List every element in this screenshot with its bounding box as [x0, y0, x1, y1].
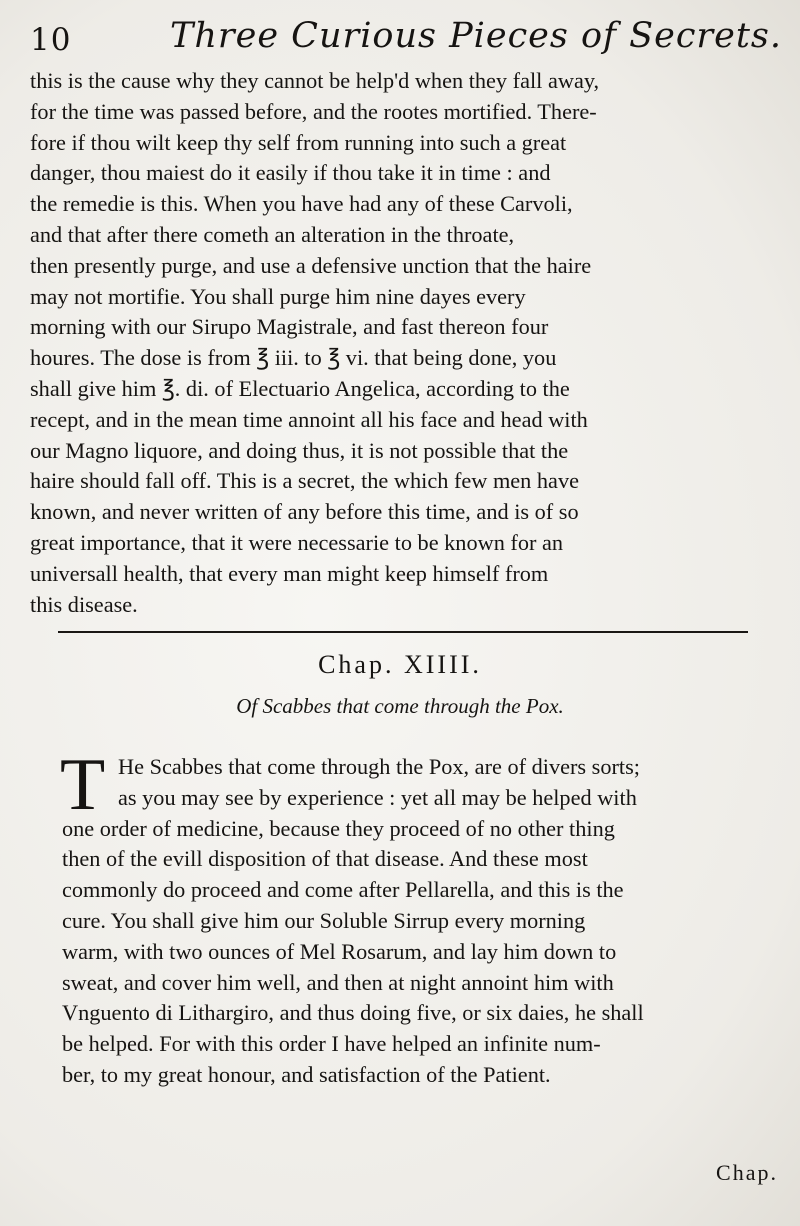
- text-line: this disease.: [30, 591, 138, 617]
- text-line: houres. The dose is from ℥ iii. to ℥ vi. that being done, you: [30, 345, 557, 371]
- text-line: recept, and in the mean time annoint all his face and head with: [30, 406, 588, 432]
- section-divider: [58, 631, 748, 633]
- text-line: then of the evill disposition of that disease. And these most: [62, 846, 588, 872]
- text-line: great importance, that it were necessarie to be known for an: [30, 529, 564, 555]
- text-line: for the time was passed before, and the rootes mortified. There-: [30, 98, 597, 124]
- text-line: be helped. For with this order I have helped an infinite num-: [62, 1031, 601, 1057]
- chapter-title: Of Scabbes that come through the Pox.: [236, 694, 564, 718]
- catchword: Chap.: [716, 1160, 778, 1185]
- drop-cap: T: [60, 744, 106, 826]
- text-line: this is the cause why they cannot be help'd when they fall away,: [30, 68, 600, 93]
- text-line: Vnguento di Lithargiro, and thus doing five, or six daies, he shall: [62, 1000, 644, 1026]
- text-line: ber, to my great honour, and satisfaction of the Patient.: [62, 1061, 551, 1087]
- text-line: and that after there cometh an alteration in the throate,: [30, 221, 515, 247]
- text-line: known, and never written of any before this time, and is of so: [30, 499, 579, 525]
- text-line: universall health, that every man might keep himself from: [30, 560, 549, 586]
- text-line: as you may see by experience : yet all may be helped with: [118, 784, 637, 810]
- text-line: cure. You shall give him our Soluble Sirrup every morning: [62, 907, 586, 933]
- chapter-heading: Chap. XIIII.: [318, 650, 482, 679]
- text-line: then presently purge, and use a defensive unction that the haire: [30, 252, 592, 278]
- text-line: one order of medicine, because they proceed of no other thing: [62, 815, 615, 841]
- running-head: Three Curious Pieces of Secrets.: [170, 16, 783, 56]
- text-line: our Magno liquore, and doing thus, it is not possible that the: [30, 437, 569, 463]
- page-header: [30, 14, 783, 60]
- chapter-paragraph: [62, 752, 766, 1091]
- text-line: may not mortifie. You shall purge him nine dayes every: [30, 283, 526, 309]
- text-line: commonly do proceed and come after Pellarella, and this is the: [62, 877, 624, 903]
- body-paragraph: [30, 66, 742, 620]
- text-line: haire should fall off. This is a secret, the which few men have: [30, 468, 579, 494]
- text-line: sweat, and cover him well, and then at night annoint him with: [62, 969, 614, 995]
- text-line: fore if thou wilt keep thy self from running into such a great: [30, 129, 567, 155]
- text-line: morning with our Sirupo Magistrale, and fast thereon four: [30, 314, 549, 340]
- text-line: warm, with two ounces of Mel Rosarum, and lay him down to: [62, 938, 617, 964]
- text-line: shall give him ℥. di. of Electuario Angelica, according to the: [30, 375, 570, 401]
- page-number: 10: [30, 22, 72, 58]
- text-line: the remedie is this. When you have had any of these Carvoli,: [30, 191, 573, 217]
- text-line: danger, thou maiest do it easily if thou take it in time : and: [30, 160, 551, 186]
- text-line: He Scabbes that come through the Pox, are of divers sorts;: [118, 754, 640, 779]
